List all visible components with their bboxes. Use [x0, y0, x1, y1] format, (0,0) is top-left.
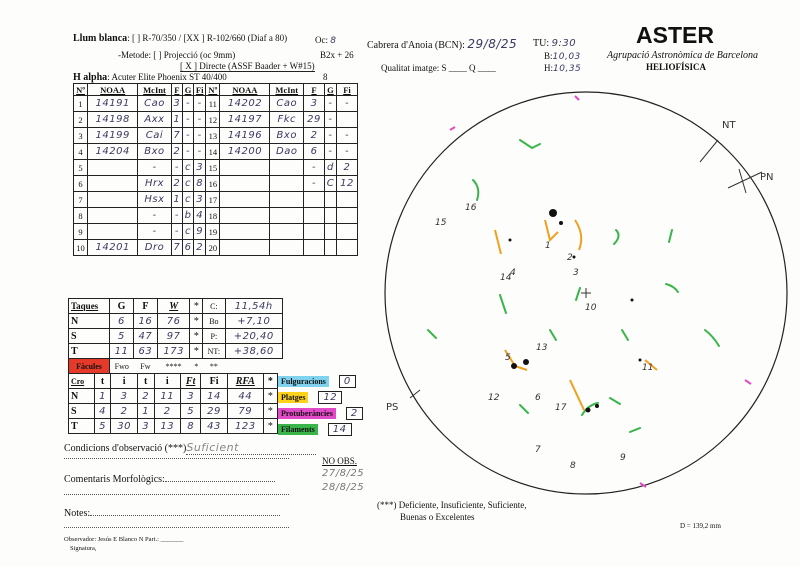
- group-number-label: 6: [535, 393, 541, 403]
- tu-label: TU: 9:30: [533, 38, 577, 49]
- taques-cell: *: [190, 314, 203, 329]
- groups-cell: 2: [336, 160, 357, 176]
- groups-cell: -: [304, 160, 325, 176]
- legend-item: [278, 405, 363, 421]
- groups-cell: Dro: [138, 240, 172, 256]
- groups-cell: 19: [206, 224, 220, 240]
- taques-cell: S: [69, 329, 110, 344]
- groups-cell: 12: [336, 176, 357, 192]
- taques-w: W: [157, 299, 190, 314]
- groups-cell: 29: [304, 112, 325, 128]
- stars-two: **: [209, 361, 218, 371]
- table-row: [74, 176, 358, 192]
- groups-cell: C: [324, 176, 336, 192]
- legend-item: [278, 421, 363, 437]
- table-row: [74, 224, 358, 240]
- cro-cell: 30: [111, 419, 137, 434]
- table-row: [74, 112, 358, 128]
- groups-cell: 7: [74, 192, 88, 208]
- groups-cell: -: [304, 176, 325, 192]
- taques-cell: 76: [157, 314, 190, 329]
- groups-cell: -: [182, 96, 193, 112]
- taques-cell: NT:: [203, 344, 225, 359]
- group-number-label: 15: [435, 218, 447, 228]
- groups-cell: [270, 160, 304, 176]
- groups-cell: [336, 208, 357, 224]
- solar-disk-drawing: [360, 80, 800, 520]
- groups-cell: -: [336, 96, 357, 112]
- groups-cell: 3: [194, 160, 206, 176]
- group-number-label: 2: [567, 253, 573, 263]
- quality-label: Qualitat imatge: S ____ Q ____: [381, 63, 496, 73]
- groups-cell: [270, 224, 304, 240]
- groups-cell: 14: [206, 144, 220, 160]
- groups-cell: [324, 240, 336, 256]
- no-obs-date-2: 28/8/25: [322, 482, 365, 493]
- oc-label: Oc: 8: [315, 35, 337, 46]
- groups-cell: 6: [304, 144, 325, 160]
- taques-header: Taques: [69, 299, 110, 314]
- taques-cell: +38,60: [225, 344, 282, 359]
- group-number-label: 13: [536, 343, 548, 353]
- b2x-label: B2x + 26: [320, 50, 354, 60]
- groups-cell: -: [138, 160, 172, 176]
- groups-cell: 20: [206, 240, 220, 256]
- groups-cell: -: [182, 128, 193, 144]
- pn-label: PN: [760, 172, 774, 183]
- groups-header-cell: NOAA: [88, 84, 138, 96]
- taques-g: G: [110, 299, 134, 314]
- no-obs-date-1: 27/8/25: [322, 468, 365, 479]
- groups-cell: [336, 240, 357, 256]
- groups-cell: d: [324, 160, 336, 176]
- scale-legend-2: Buenas o Excelentes: [400, 512, 475, 522]
- cro-cell: 29: [201, 404, 227, 419]
- groups-cell: 8: [74, 208, 88, 224]
- group-number-label: 5: [505, 353, 511, 363]
- legend-value: 0: [339, 375, 356, 388]
- legend-chip: Fulguracions: [278, 376, 329, 387]
- groups-cell: [220, 160, 270, 176]
- groups-cell: 11: [206, 96, 220, 112]
- b-label: B:10,03: [544, 51, 581, 62]
- groups-cell: Hsx: [138, 192, 172, 208]
- groups-cell: 1: [171, 112, 182, 128]
- cro-cell: *: [263, 389, 277, 404]
- legend-value: 14: [328, 423, 352, 436]
- metode-label: -Metode: [ ] Projecció (oc 9mm): [118, 50, 236, 60]
- cro-cell: 79: [227, 404, 263, 419]
- cro-cell: 2: [154, 404, 180, 419]
- nt-label: NT: [722, 120, 736, 131]
- cro-header-cell: t: [94, 374, 111, 389]
- groups-header-cell: G: [324, 84, 336, 96]
- table-row: [74, 192, 358, 208]
- dots-line: [64, 494, 289, 495]
- groups-cell: [270, 176, 304, 192]
- group-number-label: 17: [555, 403, 567, 413]
- cro-cell: 5: [94, 419, 111, 434]
- groups-cell: 3: [194, 192, 206, 208]
- cro-cell: 44: [227, 389, 263, 404]
- groups-cell: -: [194, 128, 206, 144]
- groups-cell: 3: [74, 128, 88, 144]
- groups-header-cell: Fi: [194, 84, 206, 96]
- groups-cell: [88, 208, 138, 224]
- groups-cell: -: [194, 112, 206, 128]
- groups-cell: b: [182, 208, 193, 224]
- groups-cell: [270, 208, 304, 224]
- groups-cell: 3: [304, 96, 325, 112]
- groups-cell: [88, 160, 138, 176]
- taques-cell: 16: [133, 314, 157, 329]
- cro-cell: 8: [180, 419, 200, 434]
- table-row: [69, 344, 283, 359]
- brand-subtitle: Agrupació Astronòmica de Barcelona: [607, 50, 758, 61]
- dots-line: [64, 527, 289, 528]
- groups-cell: Cao: [270, 96, 304, 112]
- llum-label: Llum blanca: [ ] R-70/350 / [XX ] R-102/660 (Diaf a 80): [73, 33, 288, 44]
- taques-cell: 63: [133, 344, 157, 359]
- taques-cell: +20,40: [225, 329, 282, 344]
- groups-cell: c: [182, 192, 193, 208]
- cro-cell: 3: [137, 419, 154, 434]
- groups-cell: 8: [194, 176, 206, 192]
- groups-cell: [336, 192, 357, 208]
- groups-cell: 16: [206, 176, 220, 192]
- group-number-label: 12: [488, 393, 500, 403]
- groups-cell: [220, 208, 270, 224]
- groups-cell: -: [336, 144, 357, 160]
- groups-table: [73, 83, 358, 256]
- groups-cell: 14200: [220, 144, 270, 160]
- groups-cell: 4: [194, 208, 206, 224]
- cro-cell: 4: [94, 404, 111, 419]
- cro-cell: 1: [137, 404, 154, 419]
- groups-cell: c: [182, 176, 193, 192]
- taques-cell: 97: [157, 329, 190, 344]
- facules-label: Fàcules: [69, 359, 110, 374]
- groups-cell: -: [324, 112, 336, 128]
- halpha-number: 8: [323, 72, 328, 82]
- cro-header-cell: *: [263, 374, 277, 389]
- cro-header-cell: Cro: [69, 374, 95, 389]
- taques-c-label: C:: [203, 299, 225, 314]
- cro-cell: 3: [180, 389, 200, 404]
- groups-cell: Fkc: [270, 112, 304, 128]
- table-row: [69, 419, 278, 434]
- groups-cell: [336, 224, 357, 240]
- groups-header-cell: G: [182, 84, 193, 96]
- groups-cell: 2: [171, 144, 182, 160]
- pn-axis-mark: [739, 169, 746, 193]
- signatura-label: Signatura,: [70, 545, 97, 552]
- groups-header-cell: F: [304, 84, 325, 96]
- groups-cell: -: [336, 128, 357, 144]
- pn-axis-mark: [728, 172, 762, 188]
- groups-cell: Hrx: [138, 176, 172, 192]
- taques-c-value: 11,54h: [225, 299, 282, 314]
- groups-cell: 14197: [220, 112, 270, 128]
- brand-section: HELIOFÍSICA: [646, 62, 707, 72]
- diameter-label: D = 139,2 mm: [680, 522, 721, 530]
- groups-cell: 14196: [220, 128, 270, 144]
- groups-cell: 14204: [88, 144, 138, 160]
- legend-chip: Protuberàncies: [278, 408, 336, 419]
- groups-cell: 14201: [88, 240, 138, 256]
- group-number-label: 7: [535, 445, 541, 455]
- groups-cell: [220, 176, 270, 192]
- groups-header-cell: McInt: [270, 84, 304, 96]
- cro-cell: 14: [201, 389, 227, 404]
- taques-cell: *: [190, 344, 203, 359]
- h-label: H:10,35: [544, 63, 582, 74]
- legend-value: 2: [346, 407, 363, 420]
- groups-cell: 2: [304, 128, 325, 144]
- group-number-label: 1: [545, 241, 551, 251]
- groups-cell: [88, 176, 138, 192]
- groups-cell: 14191: [88, 96, 138, 112]
- cro-header-cell: Fi: [201, 374, 227, 389]
- brand-title: ASTER: [636, 22, 714, 48]
- groups-cell: [220, 192, 270, 208]
- cro-header-cell: Ft: [180, 374, 200, 389]
- cro-cell: *: [263, 419, 277, 434]
- groups-cell: 14198: [88, 112, 138, 128]
- taques-f: F: [133, 299, 157, 314]
- groups-cell: [336, 112, 357, 128]
- group-number-label: 11: [642, 363, 654, 373]
- groups-cell: 5: [74, 160, 88, 176]
- scale-legend: (***) Deficiente, Insuficiente, Suficiente,: [377, 500, 527, 510]
- taques-cell: P:: [203, 329, 225, 344]
- groups-cell: 14202: [220, 96, 270, 112]
- condicions-label: Condicions d'observació (***)Suficient: [64, 441, 316, 455]
- groups-cell: 17: [206, 192, 220, 208]
- cro-header-cell: RFA: [227, 374, 263, 389]
- taques-cell: 11: [110, 344, 134, 359]
- groups-cell: [304, 240, 325, 256]
- cro-cell: 123: [227, 419, 263, 434]
- groups-cell: 14199: [88, 128, 138, 144]
- notes-label: Notes:: [64, 508, 280, 519]
- groups-cell: Axx: [138, 112, 172, 128]
- groups-cell: 4: [74, 144, 88, 160]
- groups-cell: 18: [206, 208, 220, 224]
- groups-cell: [88, 192, 138, 208]
- directe-label: [ X ] Directe (ASSF Baader + W#15): [180, 61, 315, 71]
- star-one: *: [194, 361, 199, 371]
- groups-cell: 7: [171, 240, 182, 256]
- groups-cell: -: [171, 160, 182, 176]
- groups-cell: -: [138, 208, 172, 224]
- groups-cell: 3: [171, 96, 182, 112]
- groups-cell: -: [182, 112, 193, 128]
- nt-axis-mark: [700, 140, 718, 162]
- cro-cell: 13: [154, 419, 180, 434]
- groups-cell: 7: [171, 128, 182, 144]
- groups-cell: -: [182, 144, 193, 160]
- group-number-label: 10: [585, 303, 597, 313]
- taques-table: [68, 298, 283, 374]
- groups-header-cell: Nº: [74, 84, 88, 96]
- group-number-label: 4: [510, 268, 516, 278]
- groups-cell: [324, 192, 336, 208]
- ps-label: PS: [386, 402, 399, 413]
- groups-cell: -: [324, 128, 336, 144]
- groups-cell: c: [182, 160, 193, 176]
- table-row: [69, 314, 283, 329]
- comentaris-label: Comentaris Morfològics:: [64, 474, 275, 485]
- cro-legend: [278, 373, 363, 437]
- legend-chip: Platges: [278, 392, 308, 403]
- groups-cell: [324, 224, 336, 240]
- groups-cell: Cao: [138, 96, 172, 112]
- cro-cell: 5: [180, 404, 200, 419]
- groups-cell: [88, 224, 138, 240]
- groups-cell: 9: [74, 224, 88, 240]
- taques-cell: T: [69, 344, 110, 359]
- table-row: [74, 240, 358, 256]
- group-number-label: 14: [500, 273, 512, 283]
- cro-cell: 2: [111, 404, 137, 419]
- table-row: [74, 96, 358, 112]
- no-obs-label: NO OBS.: [322, 456, 358, 466]
- legend-chip: Filaments: [278, 424, 318, 435]
- groups-cell: -: [194, 96, 206, 112]
- groups-cell: -: [194, 144, 206, 160]
- dots-line: [64, 458, 289, 459]
- groups-header-cell: F: [171, 84, 182, 96]
- groups-cell: 6: [74, 176, 88, 192]
- groups-cell: 12: [206, 112, 220, 128]
- site-label: Cabrera d'Anoia (BCN): 29/8/25: [367, 37, 518, 51]
- cro-header-cell: t: [137, 374, 154, 389]
- groups-cell: 2: [171, 176, 182, 192]
- groups-cell: 6: [182, 240, 193, 256]
- groups-cell: 1: [74, 96, 88, 112]
- groups-cell: -: [171, 208, 182, 224]
- taques-cell: N: [69, 314, 110, 329]
- groups-cell: [304, 224, 325, 240]
- cro-cell: N: [69, 389, 95, 404]
- groups-cell: -: [171, 224, 182, 240]
- taques-star: *: [190, 299, 203, 314]
- groups-cell: c: [182, 224, 193, 240]
- groups-cell: 13: [206, 128, 220, 144]
- groups-cell: Cai: [138, 128, 172, 144]
- groups-cell: [220, 240, 270, 256]
- halpha-label: H alpha: Acuter Elite Phoenix ST 40/400: [73, 72, 227, 83]
- fwo-label: Fwo: [114, 361, 129, 371]
- table-row: [74, 144, 358, 160]
- taques-cell: +7,10: [225, 314, 282, 329]
- table-row: [74, 128, 358, 144]
- taques-cell: *: [190, 329, 203, 344]
- table-row: [69, 389, 278, 404]
- groups-cell: 15: [206, 160, 220, 176]
- groups-cell: 2: [194, 240, 206, 256]
- group-number-label: 16: [465, 203, 477, 213]
- groups-cell: Bxo: [138, 144, 172, 160]
- cro-header-cell: i: [111, 374, 137, 389]
- observer-label: Observador: Jesús E Blanco N Part.: _______: [64, 536, 184, 543]
- stars-four: ****: [165, 361, 182, 371]
- plages: [495, 220, 657, 410]
- groups-header-cell: Nº: [206, 84, 220, 96]
- groups-cell: -: [324, 144, 336, 160]
- legend-value: 12: [318, 391, 342, 404]
- groups-header-cell: McInt: [138, 84, 172, 96]
- fw-label: Fw: [140, 361, 151, 371]
- groups-cell: 9: [194, 224, 206, 240]
- sunspots: [509, 209, 642, 413]
- cro-cell: *: [263, 404, 277, 419]
- table-row: [69, 329, 283, 344]
- groups-cell: [304, 208, 325, 224]
- groups-cell: 10: [74, 240, 88, 256]
- table-row: [69, 404, 278, 419]
- taques-cell: 5: [110, 329, 134, 344]
- groups-cell: 2: [74, 112, 88, 128]
- table-row: [74, 208, 358, 224]
- group-number-label: 8: [570, 461, 576, 471]
- legend-item: [278, 373, 363, 389]
- groups-cell: 1: [171, 192, 182, 208]
- taques-cell: 47: [133, 329, 157, 344]
- ps-axis-mark: [410, 390, 420, 398]
- groups-header-cell: NOAA: [220, 84, 270, 96]
- groups-cell: [324, 208, 336, 224]
- groups-header-cell: Fi: [336, 84, 357, 96]
- group-number-label: 3: [573, 268, 579, 278]
- groups-cell: -: [138, 224, 172, 240]
- cro-cell: 2: [137, 389, 154, 404]
- groups-cell: [304, 192, 325, 208]
- taques-cell: Bo: [203, 314, 225, 329]
- cro-cell: 11: [154, 389, 180, 404]
- cro-cell: 1: [94, 389, 111, 404]
- group-number-label: 9: [620, 453, 626, 463]
- taques-cell: 6: [110, 314, 134, 329]
- taques-cell: 173: [157, 344, 190, 359]
- cro-table: [68, 373, 278, 434]
- groups-cell: [220, 224, 270, 240]
- groups-cell: [270, 192, 304, 208]
- cro-header-cell: i: [154, 374, 180, 389]
- groups-cell: [270, 240, 304, 256]
- groups-cell: Bxo: [270, 128, 304, 144]
- groups-cell: -: [324, 96, 336, 112]
- cro-cell: 43: [201, 419, 227, 434]
- cro-cell: S: [69, 404, 95, 419]
- cro-cell: T: [69, 419, 95, 434]
- table-row: [74, 160, 358, 176]
- disk-group-labels: [435, 203, 653, 471]
- legend-item: [278, 389, 363, 405]
- cro-cell: 3: [111, 389, 137, 404]
- groups-cell: Dao: [270, 144, 304, 160]
